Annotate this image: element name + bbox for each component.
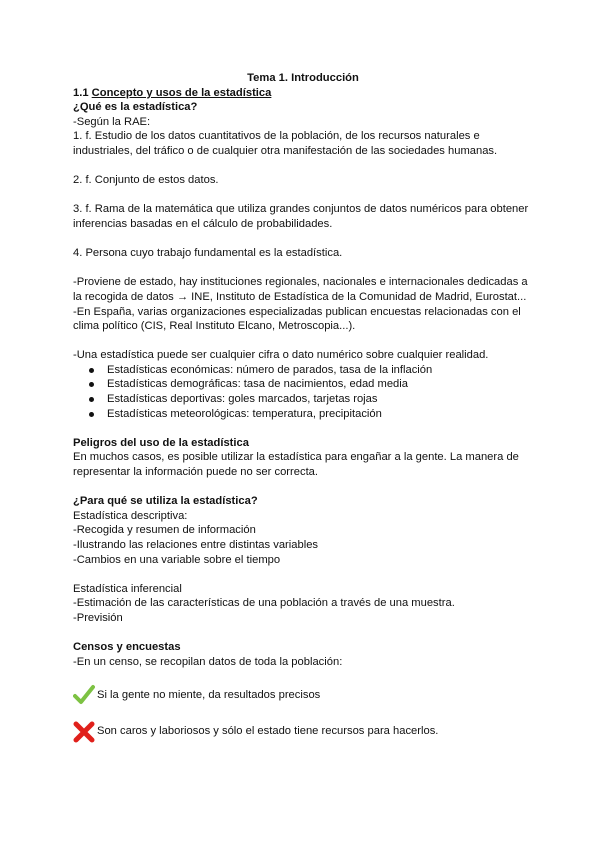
document-body bbox=[73, 71, 533, 743]
rae-definition-3: 3. f. Rama de la matemática que utiliza grandes conjuntos de datos numéricos para obtener inferencias basadas en el cálculo de probabilidades. bbox=[73, 203, 529, 230]
census-pro-text: Si la gente no miente, da resultados precisos bbox=[97, 688, 321, 701]
census-heading: Censos y encuestas bbox=[73, 641, 181, 654]
cross-icon bbox=[73, 721, 95, 743]
list-item: Estadísticas económicas: número de parados, tasa de la inflación bbox=[89, 363, 533, 378]
section-title: Concepto y usos de la estadística bbox=[91, 86, 272, 99]
page-title: Tema 1. Introducción bbox=[247, 72, 359, 84]
census-pro bbox=[73, 684, 533, 706]
section-heading bbox=[73, 86, 533, 101]
descriptive-item: -Cambios en una variable sobre el tiempo bbox=[73, 553, 281, 566]
inferential-item: -Estimación de las características de una población a través de una muestra. bbox=[73, 597, 455, 610]
descriptive-label: Estadística descriptiva: bbox=[73, 509, 188, 522]
rae-definition-2: 2. f. Conjunto de estos datos. bbox=[73, 174, 219, 187]
dangers-text: En muchos casos, es posible utilizar la estadística para engañar a la gente. La manera de representar la información puede no ser correcta. bbox=[73, 451, 519, 479]
descriptive-item: -Ilustrando las relaciones entre distintas variables bbox=[73, 539, 319, 551]
inferential-label: Estadística inferencial bbox=[73, 582, 182, 595]
question-what-is: ¿Qué es la estadística? bbox=[73, 101, 198, 114]
origin-paragraph: -Proviene de estado, hay instituciones regionales, nacionales e internacionales dedicadas a la recogida de datos → INE, Instituto de Estadística de la Comunidad de Madrid, Eurostat... bbox=[73, 276, 528, 303]
list-item: Estadísticas meteorológicas: temperatura, precipitación bbox=[89, 407, 533, 422]
descriptive-item: -Recogida y resumen de información bbox=[73, 524, 256, 537]
list-item: Estadísticas demográficas: tasa de nacimientos, edad media bbox=[89, 377, 533, 392]
rae-intro: -Según la RAE: bbox=[73, 115, 151, 128]
check-icon bbox=[73, 684, 95, 706]
uses-heading: ¿Para qué se utiliza la estadística? bbox=[73, 495, 258, 508]
census-intro: -En un censo, se recopilan datos de toda la población: bbox=[73, 655, 343, 668]
rae-definition-1: 1. f. Estudio de los datos cuantitativos de la población, de los recursos naturales e industriales, del tráfico o de cualquier otra manifestación de las sociedades humanas. bbox=[73, 130, 498, 157]
inferential-item: -Previsión bbox=[73, 611, 123, 624]
census-con-text: Son caros y laboriosos y sólo el estado tiene recursos para hacerlos. bbox=[97, 725, 439, 738]
examples-list bbox=[73, 363, 533, 421]
spain-paragraph: -En España, varias organizaciones especializadas publican encuestas relacionadas con el clima político (CIS, Real Instituto Elcano, Metroscopia...). bbox=[73, 305, 521, 333]
section-number: 1.1 bbox=[73, 86, 89, 99]
any-figure-paragraph: -Una estadística puede ser cualquier cifra o dato numérico sobre cualquier realidad. bbox=[73, 349, 489, 362]
dangers-heading: Peligros del uso de la estadística bbox=[73, 436, 249, 449]
census-con bbox=[73, 721, 533, 743]
list-item: Estadísticas deportivas: goles marcados, tarjetas rojas bbox=[89, 392, 533, 407]
rae-definition-4: 4. Persona cuyo trabajo fundamental es la estadística. bbox=[73, 247, 343, 260]
